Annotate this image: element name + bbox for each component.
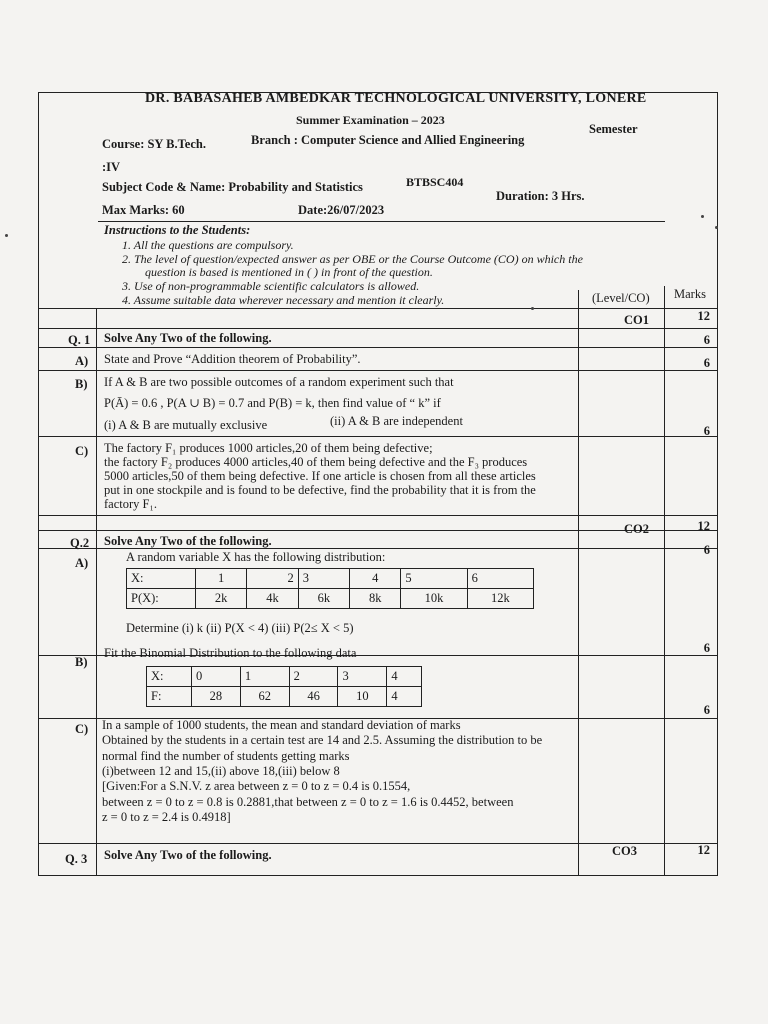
table-cell: 3 [298, 569, 349, 589]
q3-heading: Solve Any Two of the following. [104, 848, 272, 862]
table-cell: F: [147, 687, 192, 707]
rule [98, 221, 665, 222]
table-row [147, 687, 422, 707]
table-cell: 5 [401, 569, 467, 589]
q2c-line6: between z = 0 to z = 0.8 is 0.2881,that between z = 0 to z = 1.6 is 0.4452, between [102, 795, 514, 809]
table-cell: 4 [387, 687, 422, 707]
duration: Duration: 3 Hrs. [496, 189, 585, 203]
q2c-line5: [Given:For a S.N.V. z area between z = 0 to z = 0.4 is 0.1554, [102, 779, 411, 793]
q2-number: Q.2 [70, 536, 90, 550]
q1c-line3: 5000 articles,50 of them being defective. If one article is chosen from all these articles [104, 469, 536, 483]
row-line [38, 328, 718, 329]
q1c-line2: the factory F₂ produces 4000 articles,40 of them being defective and the F₃ produces [104, 455, 528, 469]
q2a-determine: Determine (i) k (ii) P(X < 4) (iii) P(2≤ X < 5) [126, 621, 354, 635]
speck [715, 226, 718, 229]
q1-number: Q. 1 [68, 333, 91, 347]
instruction-4: 4. Assume suitable data wherever necessary and mention it clearly. [122, 293, 445, 307]
q1a-marks: 6 [703, 333, 710, 347]
q1b-marks: 6 [703, 356, 710, 370]
table-cell: 4 [350, 569, 401, 589]
table-cell: 6 [467, 569, 533, 589]
q1c-marks: 6 [703, 424, 710, 438]
speck [531, 307, 534, 310]
q2c-line1: In a sample of 1000 students, the mean and standard deviation of marks [102, 718, 461, 732]
q2b-binomial-table [146, 666, 422, 707]
row-line [38, 515, 718, 516]
q2c-line3: normal find the number of students getting marks [102, 749, 350, 763]
table-cell: 4 [387, 667, 422, 687]
q1-marks: 12 [697, 309, 710, 323]
speck [5, 234, 8, 237]
table-cell: 0 [192, 667, 241, 687]
q3-number: Q. 3 [65, 852, 88, 866]
q2-heading: Solve Any Two of the following. [104, 534, 272, 548]
table-cell: 2 [289, 667, 338, 687]
row-line [38, 308, 718, 309]
q3-co: CO3 [612, 844, 637, 858]
instruction-3: 3. Use of non-programmable scientific calculators is allowed. [122, 279, 420, 293]
table-cell: 12k [467, 589, 533, 609]
level-co-header: (Level/CO) [592, 291, 650, 305]
subject-code: BTBSC404 [406, 175, 464, 189]
q1c-line1: The factory F₁ produces 1000 articles,20 of them being defective; [104, 441, 433, 455]
col-line [664, 286, 665, 876]
table-cell: 10 [338, 687, 387, 707]
row-line [38, 370, 718, 371]
table-cell: 10k [401, 589, 467, 609]
table-cell: X: [147, 667, 192, 687]
table-cell: 62 [240, 687, 289, 707]
table-row [147, 667, 422, 687]
max-marks: Max Marks: 60 [102, 203, 185, 217]
table-cell: 8k [350, 589, 401, 609]
q2a-marks: 6 [703, 543, 710, 557]
q2b-marks: 6 [703, 641, 710, 655]
exam-date: Date:26/07/2023 [298, 203, 385, 217]
table-row [127, 569, 534, 589]
marks-header: Marks [674, 287, 706, 301]
row-line [38, 548, 718, 549]
row-line [38, 347, 718, 348]
branch: Branch : Computer Science and Allied Engineering [251, 133, 525, 147]
table-cell: 2k [196, 589, 247, 609]
instruction-2: 2. The level of question/expected answer as per OBE or the Course Outcome (CO) on which the [122, 252, 583, 266]
q1b-line3b: (ii) A & B are independent [330, 414, 463, 428]
q1b-line2: P(Ā) = 0.6 , P(A ∪ B) = 0.7 and P(B) = k, then find value of “ k” if [104, 396, 441, 410]
table-cell: 46 [289, 687, 338, 707]
instructions-title: Instructions to the Students: [104, 223, 251, 237]
q1b-line3a: (i) A & B are mutually exclusive [104, 418, 268, 432]
q2c-line4: (i)between 12 and 15,(ii) above 18,(iii) below 8 [102, 764, 340, 778]
q2-marks: 12 [697, 519, 710, 533]
q2c-line2: Obtained by the students in a certain test are 14 and 2.5. Assuming the distribution to be [102, 733, 543, 747]
instruction-1: 1. All the questions are compulsory. [122, 238, 294, 252]
table-cell: X: [127, 569, 196, 589]
q2a-text: A random variable X has the following distribution: [126, 550, 386, 564]
q2c-label: C) [75, 722, 89, 736]
q2b-text: Fit the Binomial Distribution to the following data [104, 646, 357, 660]
q2c-line7: z = 0 to z = 2.4 is 0.4918] [102, 810, 231, 824]
speck [701, 215, 704, 218]
q2b-label: B) [75, 655, 88, 669]
col-line [578, 290, 579, 876]
q1a-text: State and Prove “Addition theorem of Probability”. [104, 352, 361, 366]
table-cell: 28 [192, 687, 241, 707]
table-cell: 3 [338, 667, 387, 687]
table-cell: 1 [240, 667, 289, 687]
semester-label: Semester [589, 122, 638, 136]
q2c-marks: 6 [703, 703, 710, 717]
table-cell: 2 [247, 569, 298, 589]
q2a-label: A) [75, 556, 89, 570]
q3-marks: 12 [697, 843, 710, 857]
q1c-line5: factory F₁. [104, 497, 157, 511]
q1-heading: Solve Any Two of the following. [104, 331, 272, 345]
row-line [38, 530, 718, 531]
q1a-label: A) [75, 354, 89, 368]
table-cell: 1 [196, 569, 247, 589]
course: Course: SY B.Tech. [102, 137, 206, 151]
q2a-distribution-table [126, 568, 534, 609]
q1b-label: B) [75, 377, 88, 391]
table-row [127, 589, 534, 609]
q1c-line4: put in one stockpile and is found to be defective, find the probability that it is from the [104, 483, 536, 497]
subject-name: Subject Code & Name: Probability and Statistics [102, 180, 363, 194]
instruction-2-cont: question is based is mentioned in ( ) in front of the question. [145, 265, 433, 279]
exam-session: Summer Examination – 2023 [296, 113, 445, 127]
table-cell: 4k [247, 589, 298, 609]
q2-co: CO2 [624, 522, 649, 536]
row-line [38, 436, 718, 437]
q1c-label: C) [75, 444, 89, 458]
university-name: DR. BABASAHEB AMBEDKAR TECHNOLOGICAL UNIVERSITY, LONERE [145, 91, 647, 106]
q1-co: CO1 [624, 313, 649, 327]
q1b-line1: If A & B are two possible outcomes of a random experiment such that [104, 375, 454, 389]
table-cell: 6k [298, 589, 349, 609]
semester-value: :IV [102, 160, 121, 174]
col-line [96, 308, 97, 876]
table-cell: P(X): [127, 589, 196, 609]
